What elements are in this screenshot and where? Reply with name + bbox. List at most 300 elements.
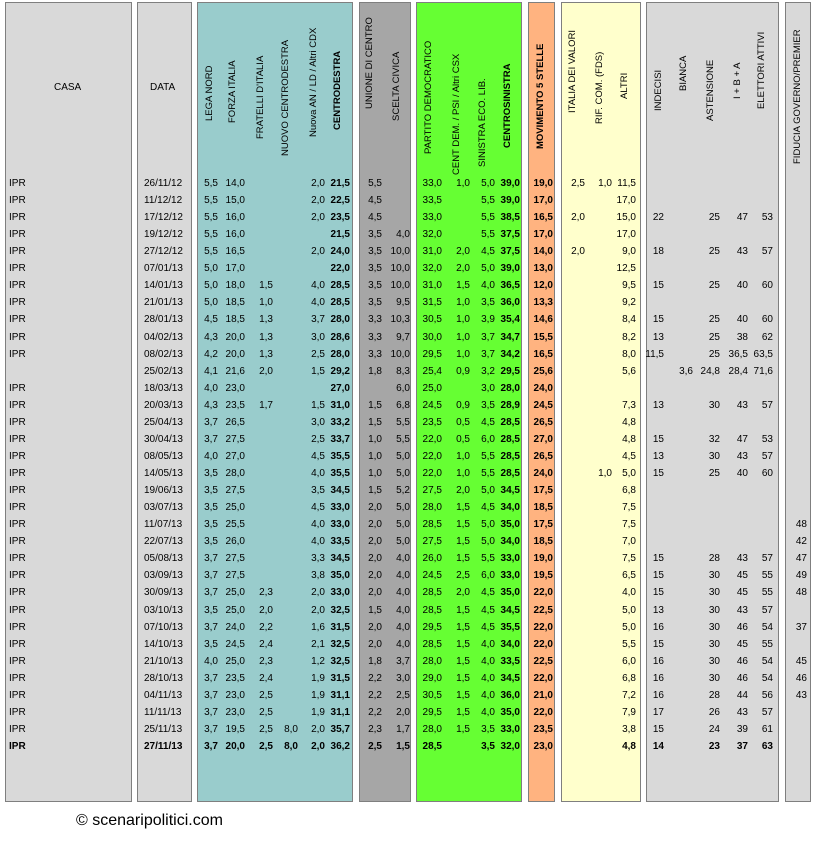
cell-value: 29,5 <box>422 706 442 718</box>
cell-value: 4,8 <box>622 433 636 445</box>
cell-value: 0,9 <box>456 399 470 411</box>
cell-value: 28,5 <box>422 604 442 616</box>
cell-value: 1,3 <box>259 331 273 343</box>
cell-value: 1,5 <box>456 280 470 292</box>
cell-value: 8,3 <box>396 365 410 377</box>
cell-value: 28,5 <box>422 587 442 599</box>
cell-data: 19/12/12 <box>144 229 183 241</box>
cell-value: 5,0 <box>396 468 410 480</box>
cell-value: 33,0 <box>500 570 520 582</box>
cell-value: 29,5 <box>500 365 520 377</box>
cell-value: 15,0 <box>225 195 245 207</box>
cell-value: 3,5 <box>368 263 382 275</box>
cell-value: 34,5 <box>330 485 350 497</box>
cell-value: 27,5 <box>422 485 442 497</box>
cell-value: 27,5 <box>225 485 245 497</box>
cell-value: 2,5 <box>311 348 325 360</box>
cell-value: 30 <box>708 450 720 462</box>
cell-value: 4,0 <box>396 570 410 582</box>
cell-casa: IPR <box>9 416 26 428</box>
cell-data: 27/11/13 <box>144 740 183 752</box>
cell-value: 34,0 <box>500 638 520 650</box>
cell-value: 4,5 <box>368 195 382 207</box>
cell-value: 4,0 <box>311 297 325 309</box>
cell-value: 16 <box>652 655 664 667</box>
cell-value: 55 <box>761 570 773 582</box>
cell-value: 3,5 <box>368 246 382 258</box>
cell-value: 3,5 <box>204 604 218 616</box>
column-header: NUOVO CENTRODESTRA <box>280 39 291 156</box>
cell-value: 24,5 <box>225 638 245 650</box>
cell-casa: IPR <box>9 399 26 411</box>
cell-value: 3,7 <box>204 621 218 633</box>
cell-value: 63,5 <box>753 348 773 360</box>
cell-value: 23,0 <box>533 740 553 752</box>
cell-data: 14/01/13 <box>144 280 183 292</box>
cell-value: 20,0 <box>225 740 245 752</box>
cell-value: 24,0 <box>225 621 245 633</box>
cell-value: 2,0 <box>311 178 325 189</box>
cell-value: 4,0 <box>204 655 218 667</box>
cell-value: 34,7 <box>500 331 520 343</box>
column-header: FRATELLI D'ITALIA <box>255 55 266 139</box>
cell-value: 21,5 <box>330 178 350 189</box>
cell-casa: IPR <box>9 314 26 326</box>
cell-casa: IPR <box>9 468 26 480</box>
cell-value: 29,5 <box>422 621 442 633</box>
cell-value: 39,0 <box>500 263 520 275</box>
cell-data: 08/05/13 <box>144 450 183 462</box>
cell-casa: IPR <box>9 348 26 360</box>
cell-value: 1,5 <box>456 706 470 718</box>
cell-value: 43 <box>795 689 807 701</box>
cell-value: 23,5 <box>330 212 350 224</box>
cell-casa: IPR <box>9 450 26 462</box>
cell-value: 5,5 <box>368 178 382 189</box>
cell-value: 25,0 <box>225 502 245 514</box>
cell-value: 16 <box>652 621 664 633</box>
cell-value: 3,5 <box>481 297 495 309</box>
cell-value: 13,0 <box>533 263 553 275</box>
cell-data: 14/05/13 <box>144 468 183 480</box>
cell-value: 4,5 <box>311 502 325 514</box>
cell-value: 22,0 <box>533 587 553 599</box>
cell-value: 28,4 <box>728 365 748 377</box>
cell-value: 60 <box>761 468 773 480</box>
cell-value: 4,0 <box>481 706 495 718</box>
cell-value: 0,5 <box>456 433 470 445</box>
cell-value: 1,0 <box>456 450 470 462</box>
cell-value: 6,0 <box>396 382 410 394</box>
cell-value: 14,6 <box>533 314 553 326</box>
cell-casa: IPR <box>9 263 26 275</box>
cell-value: 9,5 <box>396 297 410 309</box>
cell-value: 43 <box>736 399 748 411</box>
cell-value: 13 <box>652 399 664 411</box>
cell-value: 19,5 <box>225 723 245 735</box>
cell-value: 24,5 <box>422 399 442 411</box>
cell-value: 16,5 <box>533 212 553 224</box>
cell-value: 13 <box>652 604 664 616</box>
cell-value: 15,5 <box>533 331 553 343</box>
cell-value: 25,5 <box>225 519 245 531</box>
cell-value: 28,5 <box>422 519 442 531</box>
cell-casa: IPR <box>9 723 26 735</box>
cell-value: 54 <box>761 621 773 633</box>
cell-value: 2,0 <box>311 246 325 258</box>
cell-value: 2,4 <box>259 672 273 684</box>
cell-data: 25/11/13 <box>144 723 183 735</box>
cell-value: 31,0 <box>422 280 442 292</box>
cell-value: 1,0 <box>368 468 382 480</box>
cell-value: 2,3 <box>368 723 382 735</box>
cell-value: 4,0 <box>396 604 410 616</box>
cell-value: 56 <box>761 689 773 701</box>
cell-value: 36,0 <box>500 297 520 309</box>
cell-value: 18 <box>652 246 664 258</box>
cell-value: 71,6 <box>753 365 773 377</box>
header-data: DATA <box>150 82 176 93</box>
cell-value: 4,0 <box>481 280 495 292</box>
cell-value: 31,5 <box>330 672 350 684</box>
cell-value: 27,0 <box>533 433 553 445</box>
cell-casa: IPR <box>9 485 26 497</box>
cell-value: 3,5 <box>368 229 382 241</box>
cell-value: 57 <box>761 604 773 616</box>
cell-value: 1,5 <box>456 536 470 548</box>
cell-value: 33,5 <box>422 195 442 207</box>
cell-value: 9,2 <box>622 297 636 309</box>
cell-value: 28,0 <box>330 314 350 326</box>
header-casa: CASA <box>54 82 82 93</box>
cell-casa: IPR <box>9 229 26 241</box>
cell-value: 11,5 <box>617 178 636 189</box>
cell-value: 1,9 <box>311 672 325 684</box>
cell-value: 1,5 <box>396 740 410 752</box>
cell-value: 40 <box>736 468 748 480</box>
cell-value: 22,0 <box>533 638 553 650</box>
cell-data: 26/11/12 <box>144 178 183 189</box>
cell-value: 27,0 <box>225 450 245 462</box>
cell-value: 24 <box>708 723 720 735</box>
cell-value: 22 <box>652 212 664 224</box>
cell-value: 2,2 <box>368 689 382 701</box>
cell-value: 33,2 <box>330 416 350 428</box>
cell-value: 1,9 <box>311 689 325 701</box>
cell-value: 22,0 <box>533 706 553 718</box>
cell-value: 34,5 <box>500 604 520 616</box>
cell-value: 2,3 <box>259 655 273 667</box>
cell-value: 43 <box>736 450 748 462</box>
cell-value: 2,4 <box>259 638 273 650</box>
cell-value: 3,7 <box>481 348 495 360</box>
cell-casa: IPR <box>9 604 26 616</box>
cell-value: 1,0 <box>368 433 382 445</box>
cell-value: 15 <box>652 433 664 445</box>
cell-value: 2,3 <box>259 587 273 599</box>
cell-value: 3,5 <box>368 297 382 309</box>
cell-value: 1,5 <box>456 553 470 565</box>
cell-value: 24,5 <box>422 570 442 582</box>
cell-value: 7,3 <box>622 399 636 411</box>
cell-value: 1,3 <box>259 314 273 326</box>
cell-value: 3,7 <box>204 587 218 599</box>
cell-value: 12,5 <box>616 263 636 275</box>
cell-value: 24,0 <box>330 246 350 258</box>
cell-value: 22,0 <box>330 263 350 275</box>
cell-value: 1,0 <box>598 178 612 189</box>
cell-value: 5,5 <box>204 195 218 207</box>
cell-value: 28,0 <box>422 655 442 667</box>
cell-data: 21/01/13 <box>144 297 183 309</box>
cell-value: 21,0 <box>533 689 553 701</box>
cell-value: 34,5 <box>500 672 520 684</box>
cell-value: 25 <box>708 348 720 360</box>
cell-value: 57 <box>761 553 773 565</box>
cell-casa: IPR <box>9 212 26 224</box>
cell-value: 5,5 <box>481 468 495 480</box>
cell-value: 3,5 <box>204 519 218 531</box>
cell-value: 2,2 <box>259 621 273 633</box>
cell-value: 31,0 <box>330 399 350 411</box>
cell-value: 2,0 <box>311 723 325 735</box>
cell-casa: IPR <box>9 638 26 650</box>
cell-value: 15,0 <box>616 212 636 224</box>
cell-value: 22,5 <box>533 604 553 616</box>
cell-value: 4,0 <box>396 621 410 633</box>
cell-value: 16,0 <box>225 229 245 241</box>
cell-value: 32,0 <box>422 229 442 241</box>
cell-value: 3,5 <box>481 723 495 735</box>
cell-value: 2,1 <box>311 638 325 650</box>
cell-value: 14 <box>652 740 664 752</box>
cell-value: 11,5 <box>645 348 664 360</box>
cell-value: 5,0 <box>204 280 218 292</box>
cell-value: 32,5 <box>330 604 350 616</box>
cell-value: 3,0 <box>311 331 325 343</box>
cell-value: 34,0 <box>500 536 520 548</box>
cell-value: 30 <box>708 655 720 667</box>
cell-casa: IPR <box>9 672 26 684</box>
cell-value: 5,5 <box>481 553 495 565</box>
cell-data: 11/11/13 <box>144 706 182 718</box>
cell-value: 30 <box>708 587 720 599</box>
cell-value: 25 <box>708 331 720 343</box>
cell-data: 03/07/13 <box>144 502 183 514</box>
cell-value: 23,5 <box>422 416 442 428</box>
cell-value: 5,5 <box>204 229 218 241</box>
cell-data: 19/06/13 <box>144 485 183 497</box>
cell-value: 1,7 <box>396 723 410 735</box>
cell-value: 3,5 <box>204 468 218 480</box>
cell-value: 2,5 <box>571 178 585 189</box>
cell-value: 7,5 <box>622 502 636 514</box>
cell-value: 39,0 <box>500 195 520 207</box>
cell-value: 4,0 <box>481 655 495 667</box>
cell-value: 3,7 <box>481 331 495 343</box>
cell-value: 4,0 <box>311 519 325 531</box>
cell-value: 15 <box>652 638 664 650</box>
cell-value: 2,0 <box>368 587 382 599</box>
cell-value: 3,0 <box>396 672 410 684</box>
cell-value: 18,5 <box>533 536 553 548</box>
cell-value: 35,5 <box>500 621 520 633</box>
cell-value: 35,0 <box>330 570 350 582</box>
cell-casa: IPR <box>9 331 26 343</box>
cell-value: 28,5 <box>500 416 520 428</box>
cell-value: 17,5 <box>533 519 553 531</box>
cell-value: 23,0 <box>225 382 245 394</box>
cell-value: 22,0 <box>422 450 442 462</box>
cell-value: 33,7 <box>330 433 350 445</box>
cell-value: 1,5 <box>456 672 470 684</box>
cell-value: 28,0 <box>330 348 350 360</box>
cell-value: 32 <box>708 433 720 445</box>
cell-value: 5,0 <box>481 536 495 548</box>
cell-value: 2,5 <box>259 723 273 735</box>
cell-value: 28 <box>708 689 720 701</box>
cell-value: 46 <box>736 621 748 633</box>
cell-value: 33,0 <box>330 519 350 531</box>
cell-data: 08/02/13 <box>144 348 183 360</box>
cell-value: 34,2 <box>500 348 520 360</box>
column-header: INDECISI <box>653 69 664 111</box>
cell-value: 5,2 <box>396 485 410 497</box>
cell-value: 20,0 <box>225 331 245 343</box>
cell-value: 30,5 <box>422 314 442 326</box>
cell-value: 28,0 <box>225 468 245 480</box>
cell-value: 3,7 <box>396 655 410 667</box>
cell-value: 4,0 <box>622 587 636 599</box>
cell-value: 44 <box>736 689 748 701</box>
cell-value: 34,5 <box>500 485 520 497</box>
cell-value: 17,0 <box>225 263 245 275</box>
cell-data: 03/09/13 <box>144 570 183 582</box>
cell-value: 33,0 <box>330 502 350 514</box>
cell-value: 1,5 <box>368 485 382 497</box>
cell-value: 5,5 <box>481 229 495 241</box>
cell-value: 19,0 <box>533 178 553 189</box>
cell-value: 2,0 <box>368 638 382 650</box>
cell-value: 4,1 <box>204 365 218 377</box>
cell-value: 1,6 <box>311 621 325 633</box>
cell-value: 1,8 <box>368 655 382 667</box>
cell-value: 3,5 <box>204 536 218 548</box>
cell-casa: IPR <box>9 433 26 445</box>
cell-value: 7,9 <box>622 706 636 718</box>
cell-value: 2,0 <box>368 502 382 514</box>
column-header: ASTENSIONE <box>705 59 716 121</box>
cell-value: 49 <box>795 570 807 582</box>
cell-value: 1,5 <box>456 655 470 667</box>
cell-value: 23,0 <box>225 689 245 701</box>
cell-value: 26,5 <box>533 416 553 428</box>
cell-value: 4,5 <box>481 587 495 599</box>
cell-value: 32,0 <box>422 263 442 275</box>
cell-value: 3,7 <box>204 723 218 735</box>
cell-value: 4,5 <box>481 604 495 616</box>
cell-casa: IPR <box>9 689 26 701</box>
cell-value: 25 <box>708 314 720 326</box>
cell-value: 16,0 <box>225 212 245 224</box>
cell-value: 15 <box>652 723 664 735</box>
cell-casa: IPR <box>9 297 26 309</box>
cell-value: 7,0 <box>622 536 636 548</box>
cell-value: 37,5 <box>500 246 520 258</box>
cell-value: 53 <box>761 433 773 445</box>
cell-value: 1,0 <box>456 297 470 309</box>
cell-value: 3,3 <box>311 553 325 565</box>
column-header: UNIONE DI CENTRO <box>364 17 375 109</box>
cell-value: 17 <box>652 706 664 718</box>
cell-value: 15 <box>652 553 664 565</box>
cell-value: 5,0 <box>204 263 218 275</box>
cell-data: 28/01/13 <box>144 314 183 326</box>
cell-value: 2,0 <box>311 740 325 752</box>
cell-value: 16 <box>652 672 664 684</box>
cell-value: 3,5 <box>481 740 495 752</box>
cell-value: 8,0 <box>622 348 636 360</box>
cell-value: 2,0 <box>571 246 585 258</box>
cell-value: 6,0 <box>481 570 495 582</box>
cell-value: 42 <box>795 536 807 548</box>
cell-value: 1,0 <box>456 348 470 360</box>
cell-value: 4,5 <box>481 621 495 633</box>
column-header: BIANCA <box>678 55 689 91</box>
cell-value: 6,8 <box>622 485 636 497</box>
cell-value: 2,0 <box>311 604 325 616</box>
cell-value: 31,0 <box>422 246 442 258</box>
cell-value: 17,0 <box>616 195 636 207</box>
column-header: ITALIA DEI VALORI <box>567 29 578 113</box>
cell-data: 05/08/13 <box>144 553 183 565</box>
cell-value: 16,5 <box>225 246 245 258</box>
cell-value: 25,4 <box>422 365 442 377</box>
cell-value: 7,5 <box>622 553 636 565</box>
cell-value: 3,5 <box>204 638 218 650</box>
cell-value: 10,0 <box>390 263 410 275</box>
cell-value: 55 <box>761 587 773 599</box>
cell-value: 3,3 <box>368 331 382 343</box>
cell-value: 25,0 <box>225 655 245 667</box>
cell-value: 24,8 <box>700 365 720 377</box>
cell-value: 26,0 <box>422 553 442 565</box>
cell-value: 0,5 <box>456 416 470 428</box>
cell-value: 17,0 <box>616 229 636 241</box>
cell-value: 30,0 <box>422 331 442 343</box>
cell-value: 14,0 <box>225 178 245 189</box>
cell-value: 3,7 <box>204 689 218 701</box>
cell-value: 10,0 <box>390 348 410 360</box>
cell-value: 18,0 <box>225 280 245 292</box>
cell-value: 3,9 <box>481 314 495 326</box>
cell-value: 23,5 <box>225 672 245 684</box>
cell-value: 3,8 <box>622 723 636 735</box>
cell-value: 15 <box>652 587 664 599</box>
cell-value: 29,2 <box>330 365 350 377</box>
cell-value: 28,5 <box>330 280 350 292</box>
cell-value: 5,5 <box>622 638 636 650</box>
cell-value: 3,7 <box>204 553 218 565</box>
cell-value: 2,0 <box>456 587 470 599</box>
cell-value: 1,5 <box>368 399 382 411</box>
cell-value: 33,0 <box>500 723 520 735</box>
cell-value: 48 <box>795 587 807 599</box>
cell-value: 2,5 <box>311 433 325 445</box>
cell-value: 25,0 <box>422 382 442 394</box>
cell-value: 27,5 <box>225 570 245 582</box>
cell-value: 28,5 <box>330 297 350 309</box>
